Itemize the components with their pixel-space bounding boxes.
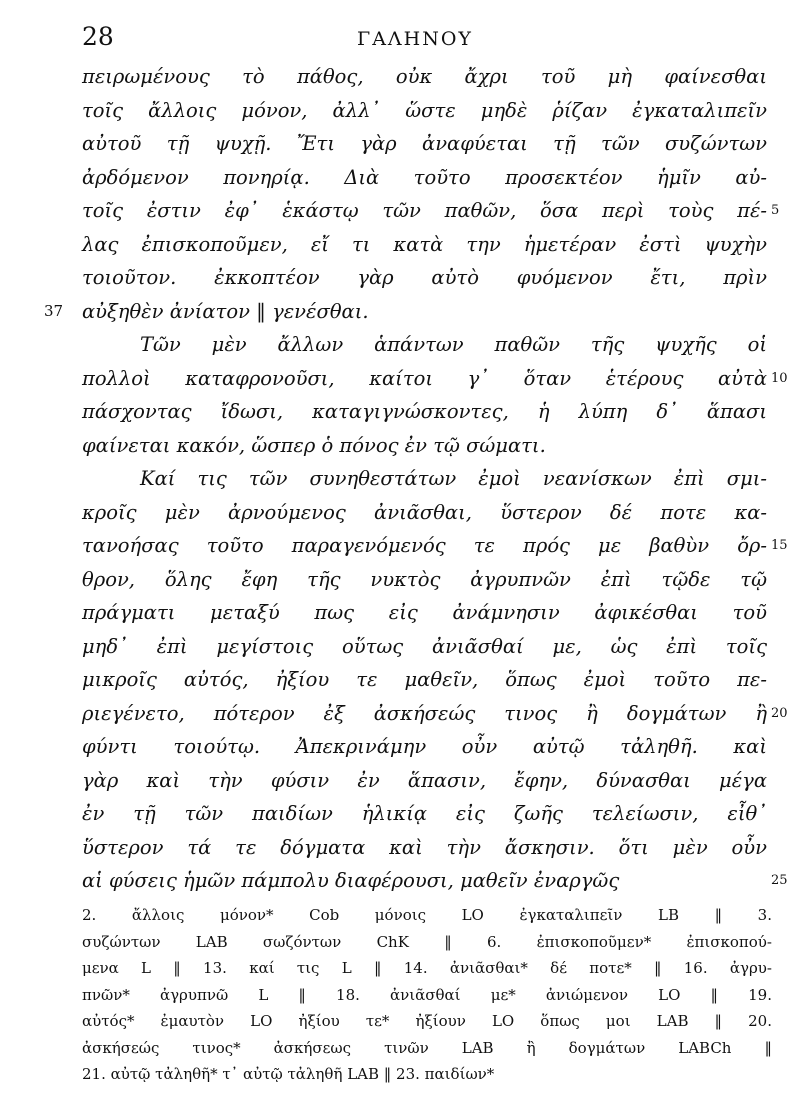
line-text: τανοήσας τοῦτο παραγενόμενός τε πρός με βαθὺν ὄρ-	[82, 534, 767, 557]
text-line	[82, 127, 767, 161]
text-line	[82, 663, 767, 697]
text-line	[82, 94, 767, 128]
line-text: μηδ᾽ ἐπὶ μεγίστοις οὕτως ἀνιᾶσθαί με, ὡς ἐπὶ τοῖς	[82, 634, 767, 658]
text-line	[82, 563, 767, 597]
text-line	[44, 295, 767, 329]
text-line	[82, 764, 767, 798]
apparatus-line: μενα L ‖ 13. καί τις L ‖ 14. ἀνιᾶσθαι* δέ ποτε* ‖ 16. ἀγρυ-	[82, 959, 772, 977]
line-number: 15	[771, 538, 788, 553]
line-text: αἱ φύσεις ἡμῶν πάμπολυ διαφέρουσι, μαθεῖν ἐναργῶς	[82, 869, 620, 892]
text-line	[82, 429, 767, 463]
text-line	[82, 194, 780, 228]
text-line	[82, 328, 767, 362]
page-reference-number: 37	[44, 301, 64, 320]
text-line	[82, 529, 788, 563]
line-text: αὐξηθὲν ἀνίατον ‖ γενέσθαι.	[82, 299, 369, 323]
text-line	[82, 161, 767, 195]
text-line	[82, 496, 767, 530]
line-text: Καί τις τῶν συνηθεστάτων ἐμοὶ νεανίσκων ἐπὶ σμι-	[140, 467, 767, 490]
text-line	[82, 797, 767, 831]
text-line	[82, 228, 767, 262]
text-line	[82, 362, 788, 396]
line-text: πολλοὶ καταφρονοῦσι, καίτοι γ᾽ ὅταν ἑτέρους αὐτὰ	[82, 366, 767, 390]
text-line	[82, 697, 788, 731]
text-line	[82, 462, 767, 496]
line-text: πράγματι μεταξύ πως εἰς ἀνάμνησιν ἀφικέσθαι τοῦ	[82, 601, 767, 624]
apparatus-line: 21. αὐτῷ τἀληθῆ* τ᾽ αὐτῷ τἀληθῆ LAB ‖ 23. παιδίων*	[82, 1065, 495, 1083]
line-text: πειρωμένους τὸ πάθος, οὐκ ἄχρι τοῦ μὴ φαίνεσθαι	[82, 65, 767, 88]
line-text: πάσχοντας ἴδωσι, καταγιγνώσκοντες, ἡ λύπη δ᾽ ἅπασι	[82, 400, 767, 423]
line-text: αὐτοῦ τῇ ψυχῇ. Ἔτι γὰρ ἀναφύεται τῇ τῶν συζώντων	[82, 132, 767, 155]
line-number: 5	[771, 203, 780, 218]
page-number: 28	[82, 22, 114, 51]
line-number: 10	[771, 370, 788, 386]
line-text: τοιοῦτον. ἐκκοπτέον γὰρ αὐτὸ φυόμενον ἔτι, πρὶν	[82, 266, 767, 289]
apparatus-line: ἀσκήσεώς τινος* ἀσκήσεως τινῶν LAB ἢ δογμάτων LABCh ‖	[82, 1038, 772, 1057]
line-text: ἐν τῇ τῶν παιδίων ἡλικίᾳ εἰς ζωῆς τελείωσιν, εἶθ᾽	[82, 802, 767, 825]
line-text: θρον, ὅλης ἔφη τῆς νυκτὸς ἀγρυπνῶν ἐπὶ τῷδε τῷ	[82, 567, 767, 591]
line-text: τοῖς ἐστιν ἐφ᾽ ἑκάστῳ τῶν παθῶν, ὅσα περὶ τοὺς πέ-	[82, 199, 767, 222]
line-text: λας ἐπισκοποῦμεν, εἴ τι κατὰ την ἡμετέραν ἐστὶ ψυχὴν	[82, 232, 767, 256]
line-text: ὕστερον τά τε δόγματα καὶ τὴν ἄσκησιν. ὅτι μὲν οὖν	[82, 835, 767, 859]
text-line	[82, 395, 767, 429]
main-text	[44, 60, 788, 898]
line-text: φύντι τοιούτῳ. Ἀπεκρινάμην οὖν αὐτῷ τἀληθῆ. καὶ	[82, 735, 767, 758]
apparatus-line: 2. ἄλλοις μόνον* Cob μόνοις LO ἐγκαταλιπεῖν LB ‖ 3.	[82, 906, 772, 924]
line-text: κροῖς μὲν ἀρνούμενος ἀνιᾶσθαι, ὕστερον δέ ποτε κα-	[82, 500, 767, 524]
text-line	[82, 730, 767, 764]
line-text: ἀρδόμενον πονηρίᾳ. Διὰ τοῦτο προσεκτέον ἡμῖν αὐ-	[82, 165, 767, 189]
apparatus-line: πνῶν* ἀγρυπνῶ L ‖ 18. ἀνιᾶσθαί με* ἀνιώμενον LO ‖ 19.	[82, 985, 772, 1004]
apparatus-line: αὐτός* ἐμαυτὸν LO ἠξίου τε* ἠξίουν LO ὅπως μοι LAB ‖ 20.	[82, 1012, 772, 1030]
apparatus-line: συζώντων LAB σωζόντων ChK ‖ 6. ἐπισκοποῦμεν* ἐπισκοπού-	[82, 932, 772, 951]
text-line	[82, 60, 767, 94]
line-text: μικροῖς αὐτός, ἠξίου τε μαθεῖν, ὅπως ἐμοὶ τοῦτο πε-	[82, 668, 767, 691]
text-line	[82, 596, 767, 630]
text-line	[82, 630, 767, 664]
line-number: 25	[771, 873, 788, 888]
line-text: τοῖς ἄλλοις μόνον, ἀλλ᾽ ὥστε μηδὲ ῥίζαν ἐγκαταλιπεῖν	[82, 98, 767, 122]
text-line	[82, 831, 767, 865]
text-line	[82, 261, 767, 295]
line-text: ριεγένετο, πότερον ἐξ ἀσκήσεώς τινος ἢ δογμάτων ἢ	[82, 701, 767, 725]
line-text: Τῶν μὲν ἄλλων ἁπάντων παθῶν τῆς ψυχῆς οἱ	[140, 333, 767, 356]
line-text: γὰρ καὶ τὴν φύσιν ἐν ἅπασιν, ἔφην, δύνασθαι μέγα	[82, 768, 767, 792]
running-head: ΓΑΛΗΝΟΥ	[357, 28, 473, 50]
line-number: 20	[771, 705, 788, 721]
critical-apparatus	[82, 902, 772, 1088]
line-text: φαίνεται κακόν, ὥσπερ ὁ πόνος ἐν τῷ σώματι.	[82, 433, 546, 457]
text-line	[82, 864, 788, 898]
